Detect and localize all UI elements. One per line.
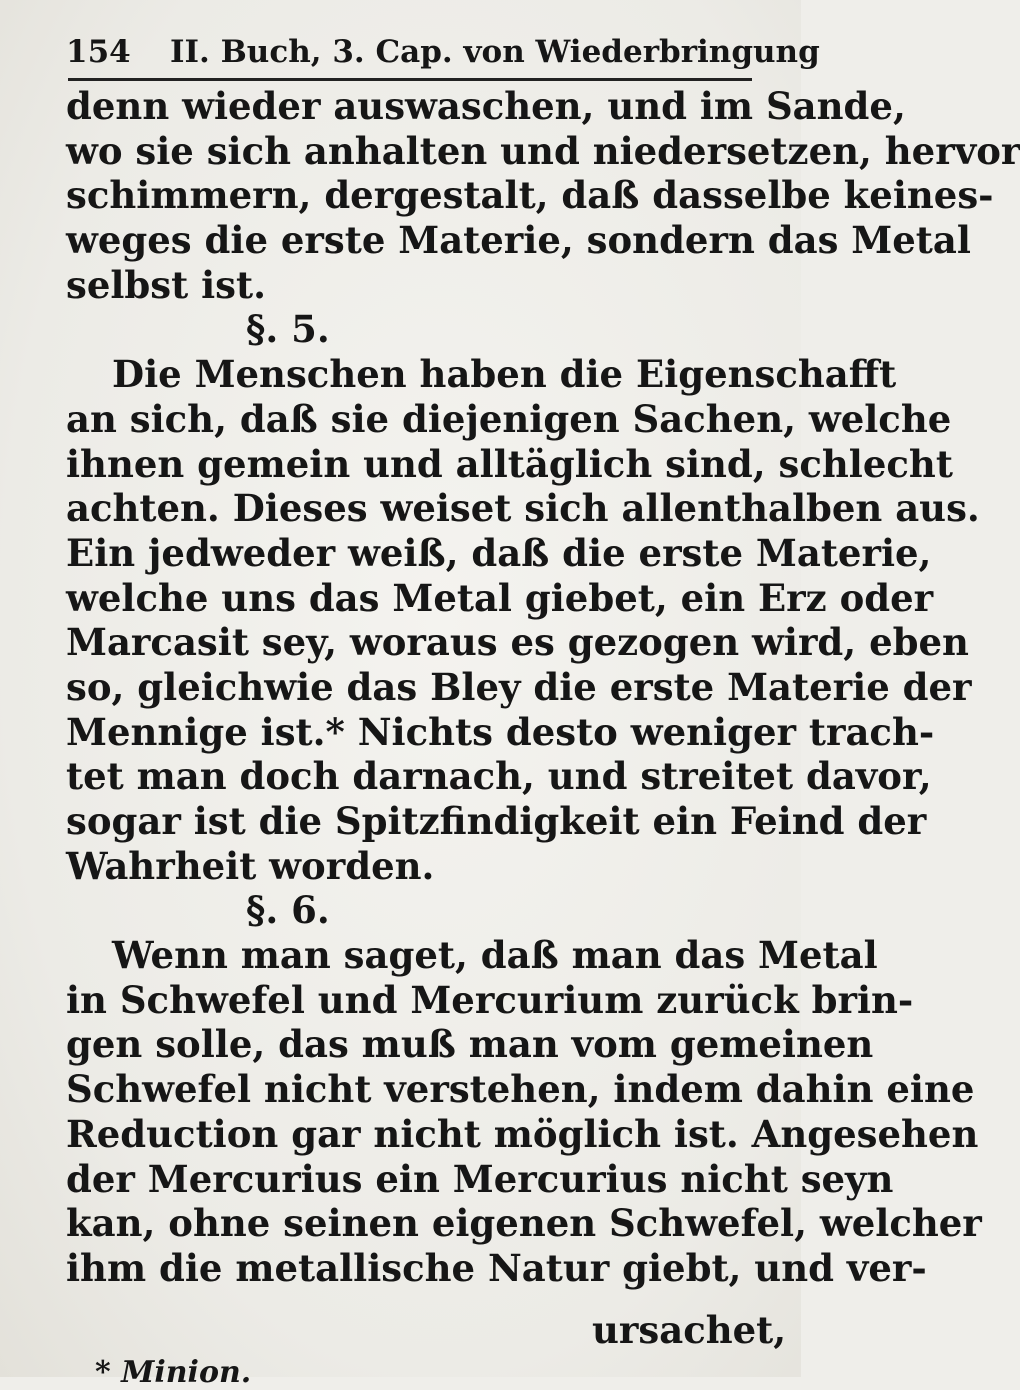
page-number: 154 [66, 34, 131, 70]
text-line: Mennige ist.* Nichts desto weniger trach- [66, 709, 935, 754]
text-line: Die Menschen haben die Eigenschafft [112, 352, 897, 397]
text-line: Reduction gar nicht möglich ist. Angesehen [66, 1111, 979, 1156]
text-line: in Schwefel und Mercurium zurück brin- [66, 977, 914, 1022]
catchword: ursachet, [592, 1308, 787, 1352]
section-heading: §. 6. [246, 888, 330, 933]
text-line: Ein jedweder weiß, daß die erste Materie, [66, 530, 932, 575]
text-line: denn wieder auswaschen, und im Sande, [66, 84, 906, 128]
text-line: kan, ohne seinen eigenen Schwefel, welcher [66, 1201, 982, 1246]
text-line: tet man doch darnach, und streitet davor, [66, 754, 932, 799]
text-line: Wahrheit worden. [66, 843, 435, 888]
text-line: ihnen gemein und alltäglich sind, schlecht [66, 441, 953, 486]
text-line: schimmern, dergestalt, daß dasselbe keines- [66, 173, 994, 218]
text-line: so, gleichwie das Bley die erste Materie der [66, 664, 972, 709]
section-heading: §. 5. [246, 307, 330, 352]
body-text [66, 84, 1020, 1291]
text-line: Marcasit sey, woraus es gezogen wird, eben [66, 620, 969, 665]
running-head: II. Buch, 3. Cap. von Wiederbringung [170, 34, 820, 70]
header-rule [68, 78, 752, 81]
footnote: * Minion. [95, 1355, 252, 1390]
text-line: selbst ist. [66, 262, 266, 307]
text-line: weges die erste Materie, sondern das Metal [66, 218, 971, 263]
text-line: wo sie sich anhalten und niedersetzen, hervor [66, 128, 1020, 173]
text-line: an sich, daß sie diejenigen Sachen, welche [66, 396, 952, 441]
text-line: Schwefel nicht verstehen, indem dahin eine [66, 1067, 975, 1112]
text-line: gen solle, das muß man vom gemeinen [66, 1022, 874, 1067]
text-line: Wenn man saget, daß man das Metal [112, 933, 878, 978]
text-line: achten. Dieses weiset sich allenthalben aus. [66, 486, 980, 531]
page-header [66, 28, 820, 78]
text-line: ihm die metallische Natur giebt, und ver- [66, 1245, 927, 1290]
text-line: der Mercurius ein Mercurius nicht seyn [66, 1156, 894, 1201]
text-line: sogar ist die Spitzfindigkeit ein Feind der [66, 799, 927, 843]
text-line: welche uns das Metal giebet, ein Erz oder [66, 575, 934, 620]
